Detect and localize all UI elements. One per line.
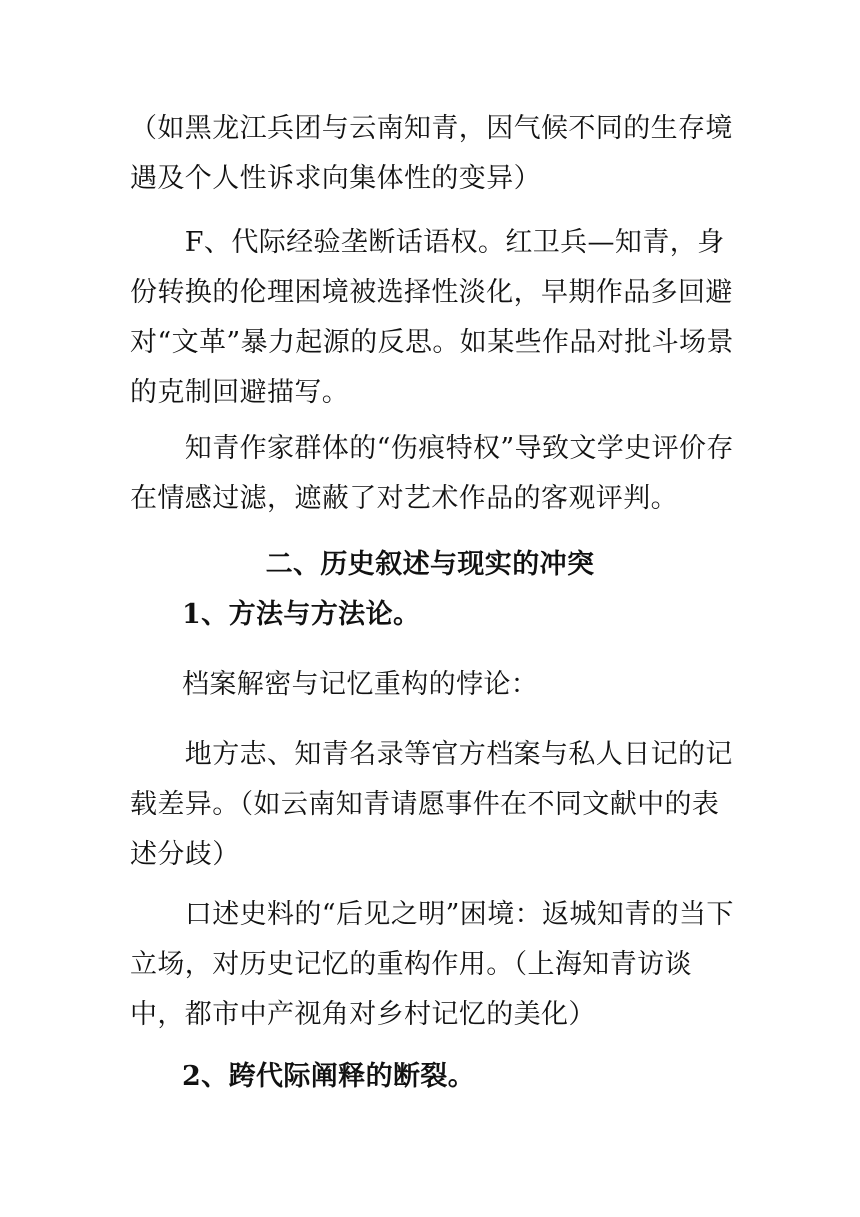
paragraph-text: （如黑龙江兵团与云南知青，因气候不同的生存境遇及个人性诉求向集体性的变异） <box>130 113 733 194</box>
subheading: 2、跨代际阐释的断裂。 <box>182 1061 476 1092</box>
paragraph-text: 知青作家群体的“伤痕特权”导致文学史评价存在情感过滤，遮蔽了对艺术作品的客观评判。 <box>130 433 734 514</box>
paragraph-text: 口述史料的“后见之明”困境：返城知青的当下立场，对历史记忆的重构作用。（上海知青访谈中，都市中产视角对乡村记忆的美化） <box>130 899 734 1030</box>
section-heading: 二、历史叙述与现实的冲突 <box>265 549 595 580</box>
paragraph-text: 档案解密与记忆重构的悖论： <box>182 669 539 700</box>
paragraph-text: F、代际经验垄断话语权。红卫兵—知青，身份转换的伦理困境被选择性淡化，早期作品多回避对“文革”暴力起源的反思。如某些作品对批斗场景的克制回避描写。 <box>130 227 734 408</box>
paragraph-text: 地方志、知青名录等官方档案与私人日记的记载差异。（如云南知青请愿事件在不同文献中的表述分歧） <box>130 739 733 870</box>
subheading: 1、方法与方法论。 <box>182 599 421 630</box>
